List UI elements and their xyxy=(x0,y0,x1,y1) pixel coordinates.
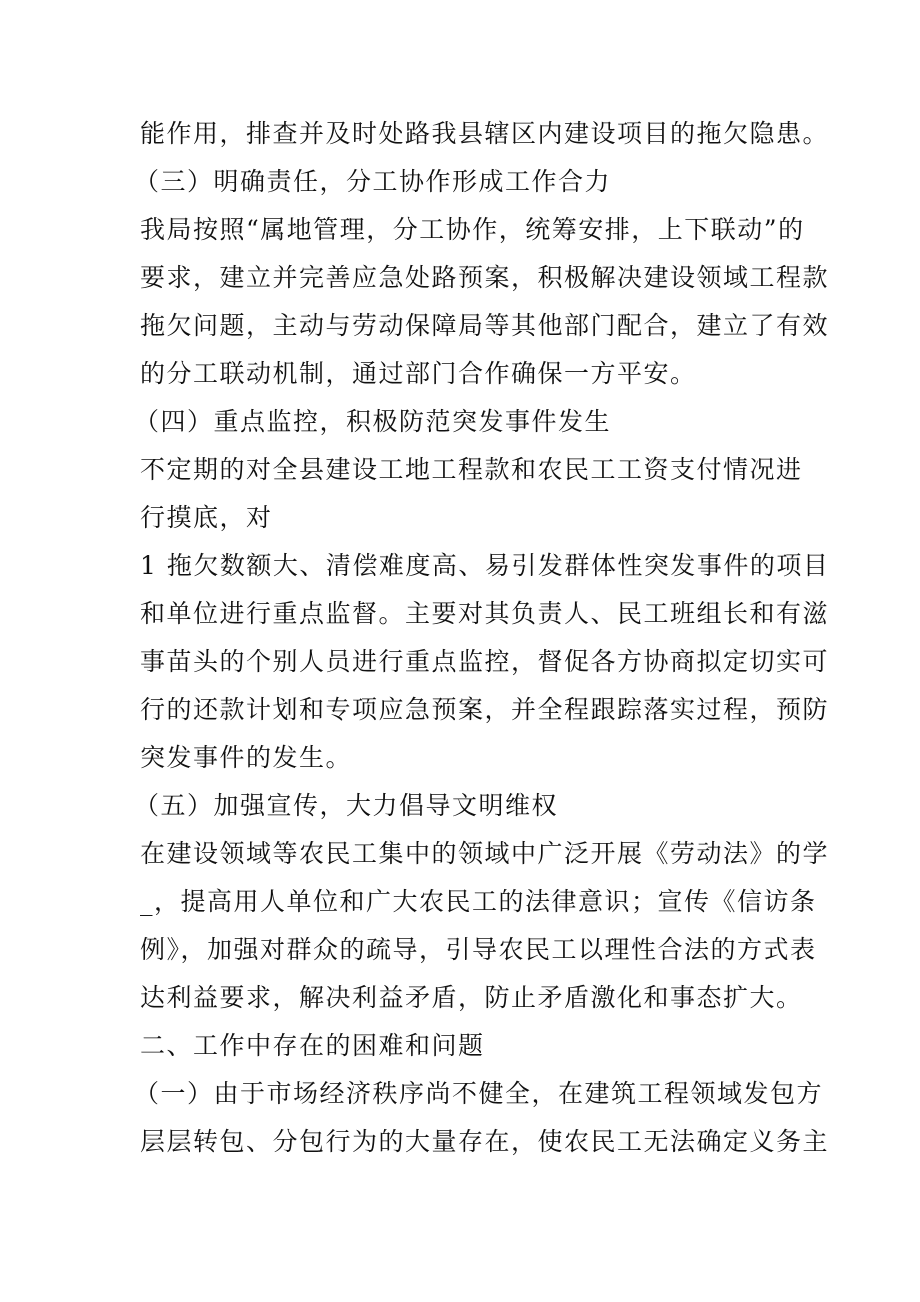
paragraph-line: 层层转包、分包行为的大量存在，使农民工无法确定义务主 xyxy=(140,1127,830,1156)
section-heading-4: （四）重点监控，积极防范突发事件发生 xyxy=(134,407,612,436)
section-heading-2: 二、工作中存在的困难和问题 xyxy=(140,1031,485,1060)
paragraph-line: 要求，建立并完善应急处路预案，积极解决建设领域工程款 xyxy=(140,263,830,292)
section-heading-5: （五）加强宣传，大力倡导文明维权 xyxy=(134,791,559,820)
paragraph-line: 例》，加强对群众的疏导，引导农民工以理性合法的方式表 xyxy=(140,935,817,964)
document-body xyxy=(134,110,900,1166)
paragraph-line: 拖欠问题，主动与劳动保障局等其他部门配合，建立了有效 xyxy=(140,311,830,340)
paragraph-line: 我局按照“属地管理，分工协作，统筹安排，上下联动”的 xyxy=(140,215,805,244)
paragraph-line: 行摸底，对 xyxy=(140,503,273,532)
section-heading-1: （一）由于市场经济秩序尚不健全，在建筑工程领域发包方 xyxy=(134,1079,824,1108)
paragraph-line: 达利益要求，解决利益矛盾，防止矛盾激化和事态扩大。 xyxy=(140,983,803,1012)
paragraph-line: 的分工联动机制，通过部门合作确保一方平安。 xyxy=(140,359,697,388)
paragraph-line: 在建设领域等农民工集中的领域中广泛开展《劳动法》的学 xyxy=(140,839,830,868)
paragraph-line: 事苗头的个别人员进行重点监控，督促各方协商拟定切实可 xyxy=(140,647,830,676)
paragraph-line: 和单位进行重点监督。主要对其负责人、民工班组长和有滋 xyxy=(140,599,830,628)
paragraph-line: 突发事件的发生。 xyxy=(140,743,353,772)
paragraph-line: 不定期的对全县建设工地工程款和农民工工资支付情况进 xyxy=(140,455,803,484)
paragraph-line: 1 拖欠数额大、清偿难度高、易引发群体性突发事件的项目 xyxy=(140,551,830,580)
paragraph-line: 能作用，排查并及时处路我县辖区内建设项目的拖欠隐患。 xyxy=(140,119,830,148)
section-heading-3: （三）明确责任，分工协作形成工作合力 xyxy=(134,167,612,196)
paragraph-line: 行的还款计划和专项应急预案，并全程跟踪落实过程，预防 xyxy=(140,695,830,724)
paragraph-line: _，提高用人单位和广大农民工的法律意识；宣传《信访条 xyxy=(140,887,817,916)
